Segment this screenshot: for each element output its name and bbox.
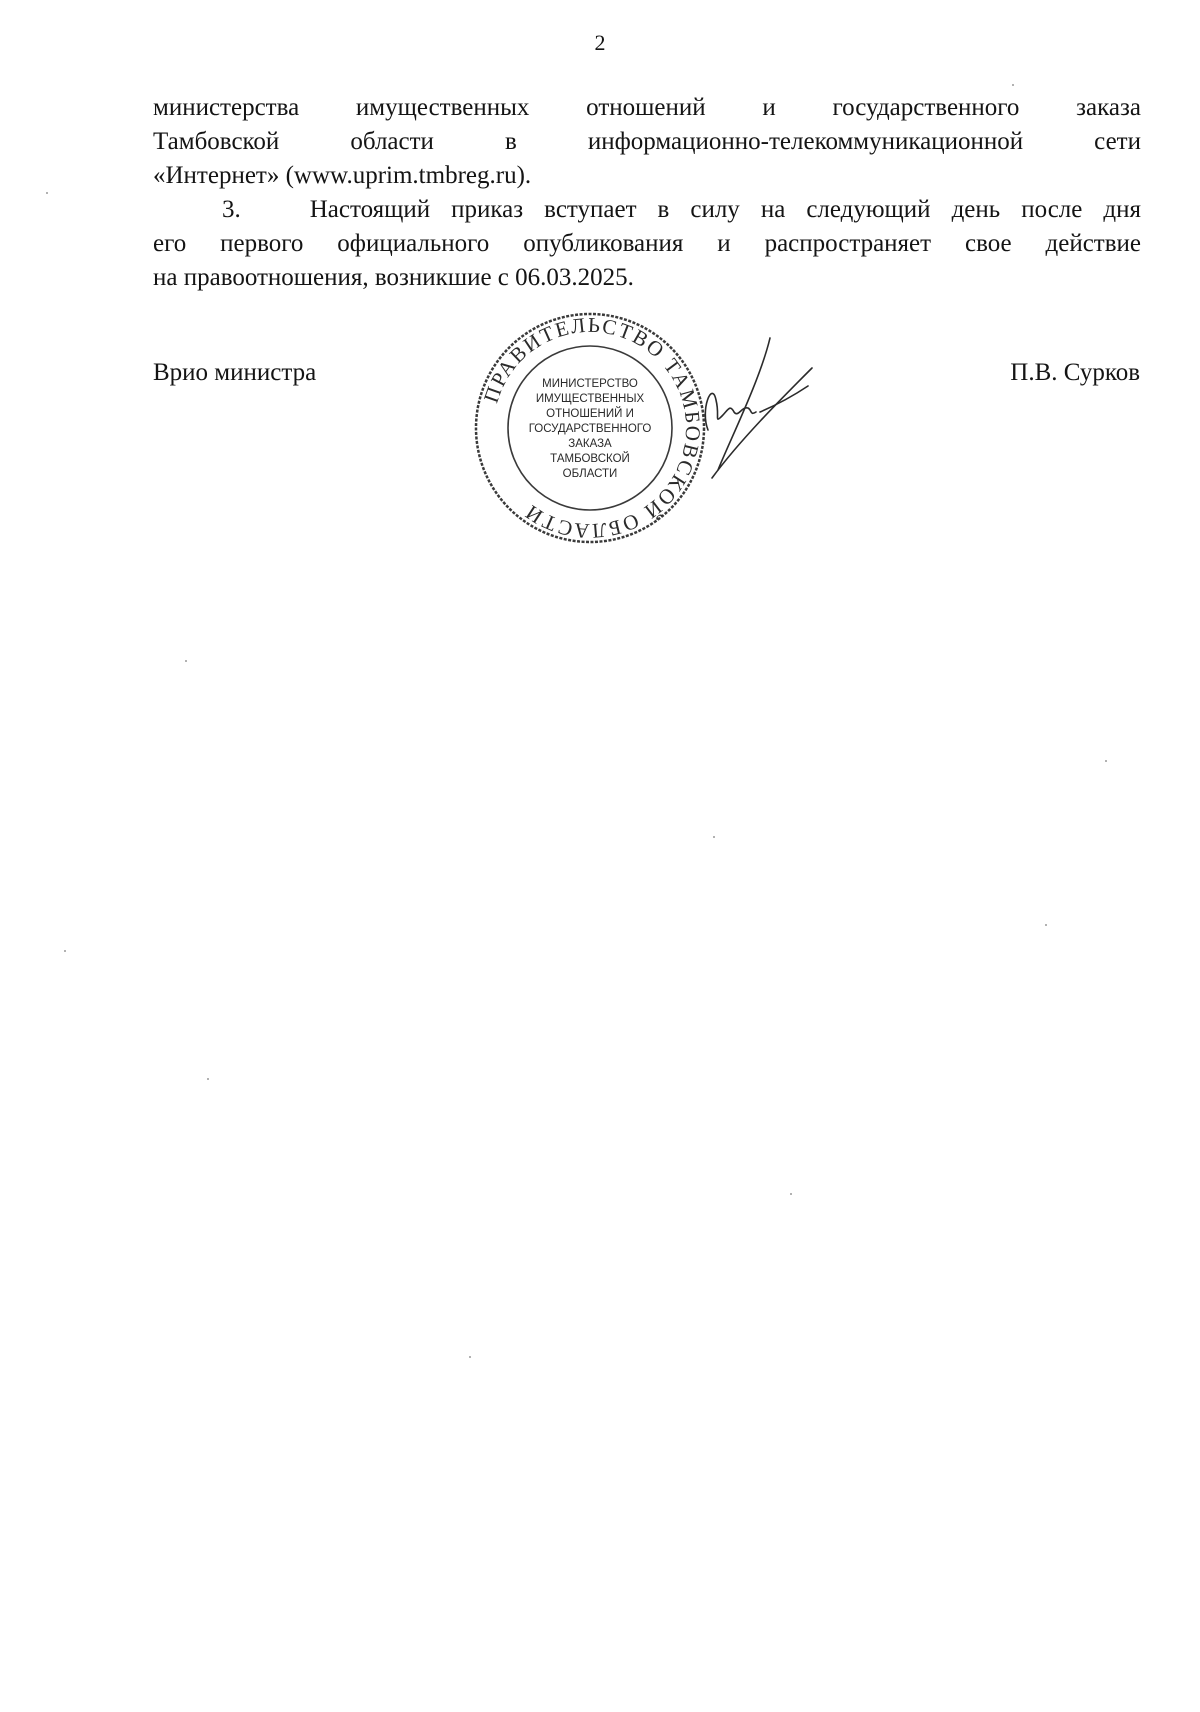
- page-number: 2: [594, 30, 606, 55]
- item-text: Настоящий приказ вступает в силу на следующий день после дня: [309, 196, 1141, 223]
- scan-speck: [207, 1078, 209, 1080]
- body-line-6: на правоотношения, возникшие с 06.03.2025.: [153, 264, 634, 291]
- item-number: 3.: [222, 196, 241, 223]
- official-stamp: [470, 308, 710, 548]
- stamp-outer-text: ПРАВИТЕЛЬСТВО ТАМБОВСКОЙ ОБЛАСТИ: [478, 312, 706, 544]
- body-line-1: министерства имущественных отношений и государственного заказа: [153, 94, 1141, 121]
- scan-speck: [64, 950, 66, 952]
- scan-speck: [790, 1193, 792, 1195]
- scan-speck: [1045, 924, 1047, 926]
- handwritten-signature: [690, 320, 830, 490]
- stamp-inner-text: [529, 378, 652, 480]
- body-line-4: [153, 193, 1141, 227]
- scan-speck: [1105, 760, 1107, 762]
- scan-speck: [1012, 84, 1014, 86]
- stamp-inner-line: ОБЛАСТИ: [562, 468, 618, 480]
- body-line-3: «Интернет» (www.uprim.tmbreg.ru).: [153, 162, 532, 189]
- stamp-inner-line: ГОСУДАРСТВЕННОГО: [528, 423, 652, 435]
- scan-speck: [46, 192, 48, 194]
- scan-speck: [469, 1356, 471, 1358]
- stamp-inner-line: ЗАКАЗА: [568, 438, 612, 450]
- body-line-2: Тамбовской области в информационно-телекоммуникационной сети: [153, 128, 1141, 155]
- stamp-inner-line: ИМУЩЕСТВЕННЫХ: [535, 393, 645, 405]
- signatory-position: Врио министра: [153, 359, 317, 386]
- signatory-name: П.В. Сурков: [1010, 359, 1140, 386]
- body-line-5: его первого официального опубликования и распространяет свое действие: [153, 230, 1141, 257]
- stamp-inner-line: ОТНОШЕНИЙ И: [546, 408, 634, 420]
- stamp-inner-line: МИНИСТЕРСТВО: [542, 378, 638, 390]
- stamp-inner-line: ТАМБОВСКОЙ: [550, 453, 630, 465]
- scan-speck: [185, 660, 187, 662]
- scan-speck: [713, 836, 715, 838]
